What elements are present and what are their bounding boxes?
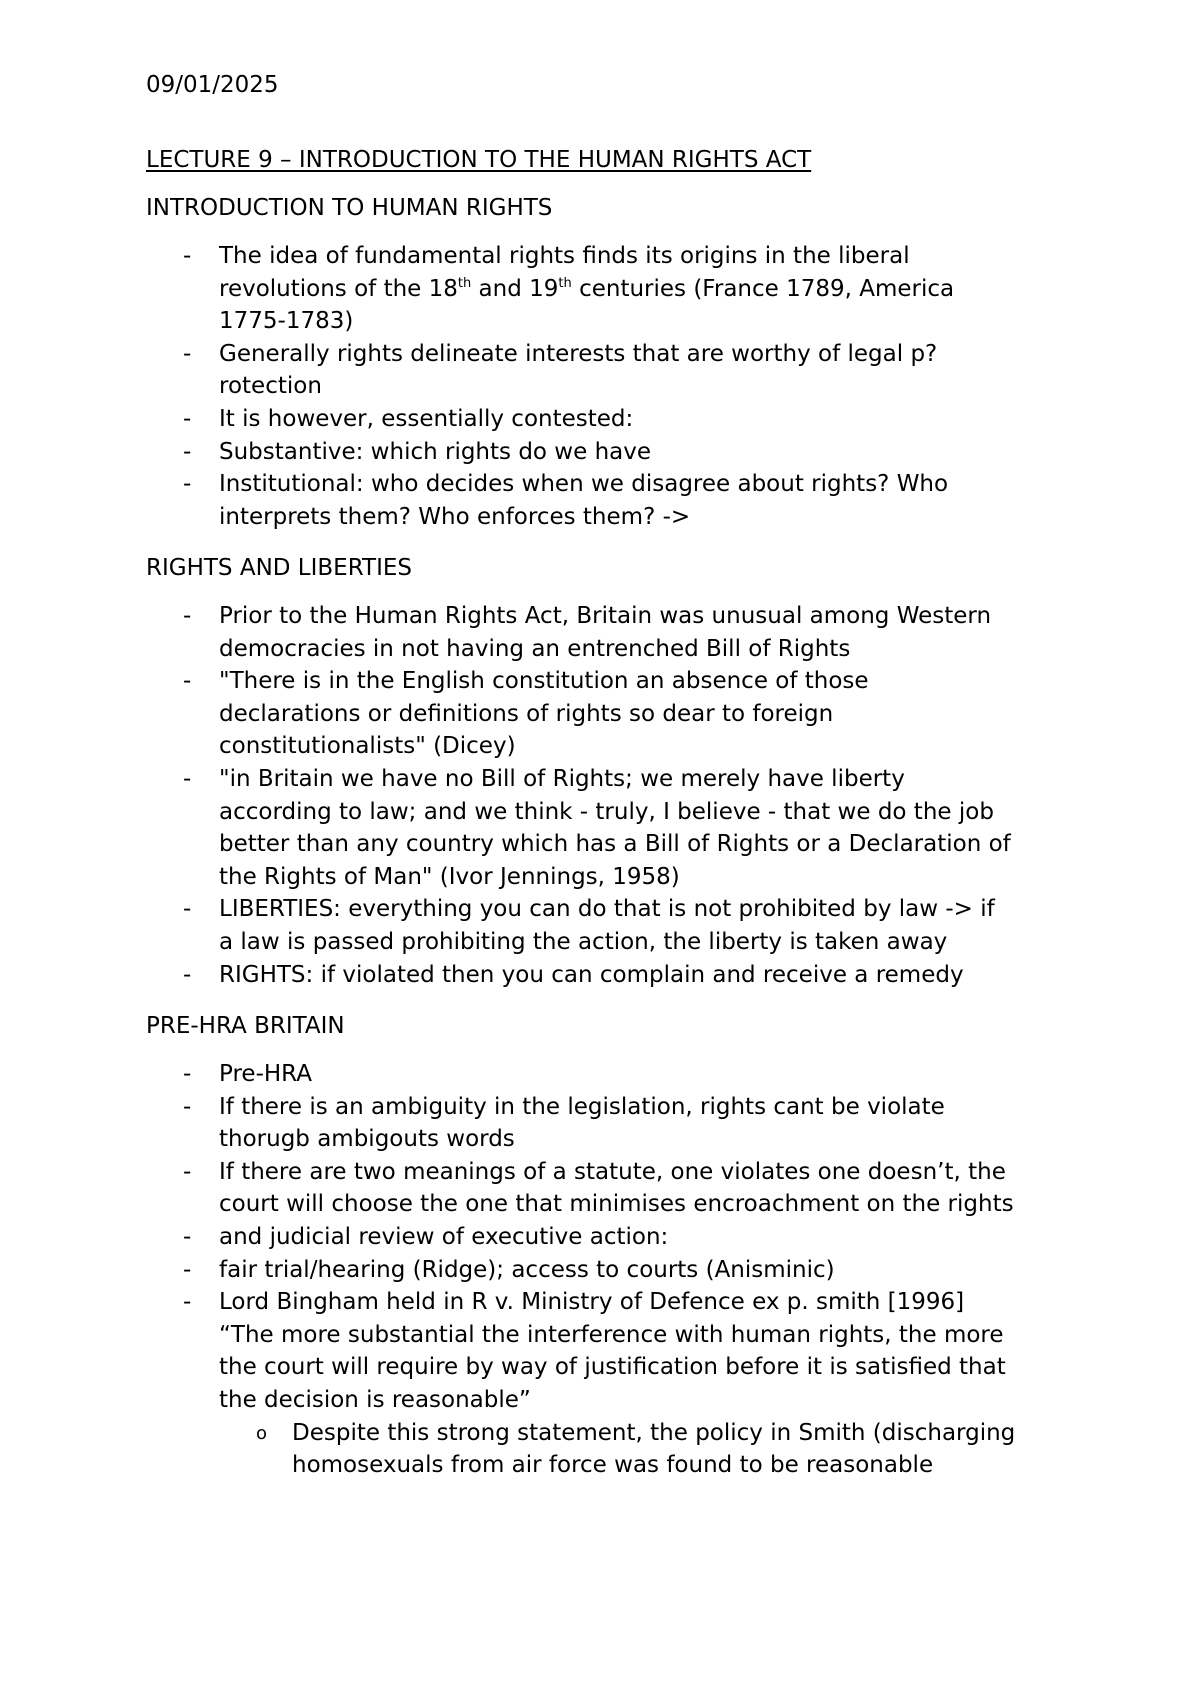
bullet-list-pre-hra	[146, 1058, 1146, 1482]
document-title: LECTURE 9 – INTRODUCTION TO THE HUMAN RIGHTS ACT	[146, 147, 812, 173]
list-item-text: interprets them? Who enforces them? ->	[219, 503, 691, 530]
list-item	[146, 893, 1146, 958]
list-item	[146, 1254, 1146, 1287]
bullet-dash: -	[183, 1093, 192, 1120]
list-item	[146, 240, 1146, 338]
list-item	[146, 665, 1146, 763]
text-run: centuries (France 1789, America	[571, 275, 955, 302]
list-item-text: and judicial review of executive action:	[219, 1223, 669, 1250]
bullet-dash: -	[183, 1158, 192, 1185]
list-item-text: 1775-1783)	[219, 308, 354, 335]
list-item	[146, 1156, 1146, 1221]
list-item-text: homosexuals from air force was found to be reasonable	[292, 1452, 934, 1479]
hollow-circle-bullet-icon: o	[256, 1422, 268, 1444]
list-item-text: the court will require by way of justification before it is satisfied that	[219, 1354, 1006, 1381]
list-item-text: “The more substantial the interference with human rights, the more	[219, 1321, 1004, 1348]
list-item-text: Prior to the Human Rights Act, Britain was unusual among Western	[219, 603, 992, 629]
bullet-dash: -	[183, 340, 192, 367]
bullet-dash: -	[183, 1061, 192, 1087]
list-item-text: better than any country which has a Bill of Rights or a Declaration of	[219, 831, 1011, 858]
document-date: 09/01/2025	[146, 72, 279, 98]
list-item-text	[219, 273, 1146, 306]
bullet-dash: -	[183, 438, 192, 465]
superscript: th	[558, 275, 572, 291]
list-item-text: thorugb ambigouts words	[219, 1126, 515, 1153]
list-item-text: the Rights of Man" (Ivor Jennings, 1958)	[219, 863, 680, 890]
bullet-list-rights-liberties	[146, 600, 1146, 991]
bullet-dash: -	[183, 896, 192, 923]
list-item-text: court will choose the one that minimises encroachment on the rights	[219, 1191, 1014, 1218]
bullet-dash: -	[183, 243, 192, 269]
list-item-text: Institutional: who decides when we disagree about rights? Who	[219, 471, 949, 498]
list-item-text: "in Britain we have no Bill of Rights; we merely have liberty	[219, 765, 905, 792]
list-item	[146, 338, 1146, 403]
bullet-dash: -	[183, 1256, 192, 1283]
list-item-text: It is however, essentially contested:	[219, 405, 634, 432]
list-item	[146, 1221, 1146, 1254]
bullet-dash: -	[183, 603, 192, 629]
list-item-text: Despite this strong statement, the policy in Smith (discharging	[292, 1419, 1016, 1446]
list-item	[146, 600, 1146, 665]
list-item-text: "There is in the English constitution an absence of those	[219, 668, 869, 695]
section-heading-pre-hra: PRE-HRA BRITAIN	[146, 1013, 345, 1039]
list-item-text: rotection	[219, 373, 322, 400]
section-heading-rights-liberties: RIGHTS AND LIBERTIES	[146, 555, 412, 581]
list-item-text: fair trial/hearing (Ridge); access to courts (Anisminic)	[219, 1256, 835, 1283]
list-item-text: RIGHTS: if violated then you can complain and receive a remedy	[219, 961, 964, 988]
list-item-text: constitutionalists" (Dicey)	[219, 733, 516, 760]
list-item-text: If there are two meanings of a statute, one violates one doesn’t, the	[219, 1158, 1006, 1185]
list-item-text: according to law; and we think - truly, I believe - that we do the job	[219, 798, 994, 825]
bullet-dash: -	[183, 1289, 192, 1316]
list-item	[146, 1058, 1146, 1091]
list-item	[146, 1091, 1146, 1156]
list-item-text: Substantive: which rights do we have	[219, 438, 652, 465]
list-item	[146, 403, 1146, 436]
list-item	[146, 959, 1146, 992]
bullet-dash: -	[183, 961, 192, 988]
list-item-text: Pre-HRA	[219, 1061, 312, 1087]
list-item	[146, 763, 1146, 893]
bullet-dash: -	[183, 405, 192, 432]
bullet-dash: -	[183, 471, 192, 498]
list-item-text: the decision is reasonable”	[219, 1386, 531, 1413]
list-item-text: democracies in not having an entrenched Bill of Rights	[219, 635, 851, 662]
text-run: and 19	[471, 275, 559, 302]
bullet-dash: -	[183, 668, 192, 695]
bullet-dash: -	[183, 1223, 192, 1250]
text-run: revolutions of the 18	[219, 275, 458, 302]
list-item-text: a law is passed prohibiting the action, the liberty is taken away	[219, 928, 948, 955]
section-heading-introduction: INTRODUCTION TO HUMAN RIGHTS	[146, 195, 553, 221]
sub-list-item	[146, 1417, 1146, 1482]
list-item-text: The idea of fundamental rights finds its origins in the liberal	[219, 243, 910, 269]
list-item-text: LIBERTIES: everything you can do that is not prohibited by law -> if	[219, 896, 995, 923]
list-item-text: Generally rights delineate interests that are worthy of legal p?	[219, 340, 938, 367]
list-item-text: declarations or definitions of rights so dear to foreign	[219, 700, 834, 727]
superscript: th	[457, 275, 472, 291]
bullet-dash: -	[183, 765, 192, 792]
list-item	[146, 436, 1146, 469]
list-item-text: If there is an ambiguity in the legislation, rights cant be violate	[219, 1093, 945, 1120]
sub-bullet-list	[146, 1417, 1146, 1482]
list-item	[146, 1286, 1146, 1482]
list-item	[146, 468, 1146, 533]
bullet-list-introduction	[146, 240, 1146, 533]
list-item-text: Lord Bingham held in R v. Ministry of Defence ex p. smith [1996]	[219, 1289, 965, 1316]
